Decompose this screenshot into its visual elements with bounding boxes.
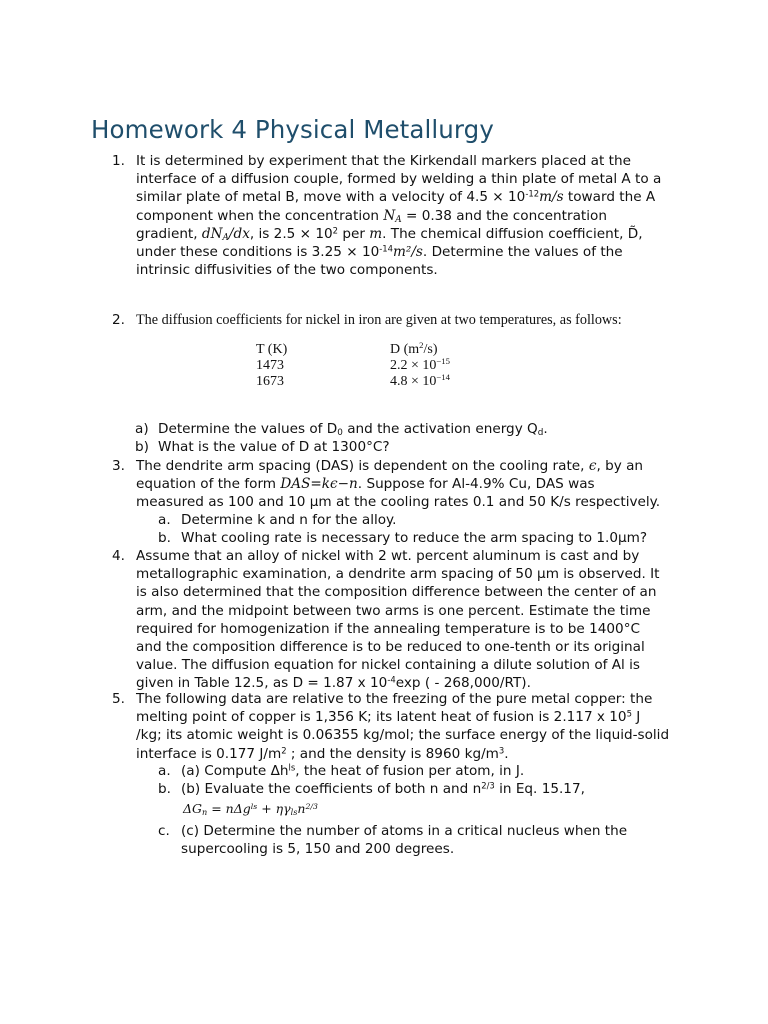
subpart-letter: a) (135, 421, 149, 437)
question-number: 5. (112, 691, 125, 707)
table-header-d: D $(m^2/s)$ (390, 340, 438, 357)
question-number: 2. (112, 312, 125, 328)
subpart-text: (b) Evaluate the coefficients of both n and $n^{2/3}$ in Eq. 15.17, (181, 780, 585, 797)
table-cell: $4.8 \times 10^{-14}$ (390, 372, 450, 389)
subpart-letter: c. (158, 823, 170, 839)
question-number: 3. (112, 458, 125, 474)
table-cell: 1673 (256, 374, 284, 389)
subpart-text: (a) Compute $\Delta h^{ls}$, the heat of fusion per atom, in J. (181, 762, 525, 779)
subpart-letter: b. (158, 781, 171, 797)
question-number: 4. (112, 548, 125, 564)
equation-15-17: $\Delta G_n = n\Delta g^{ls} + \eta\gamma_{ls}n^{2/3}$ (183, 801, 318, 818)
subpart-text: What cooling rate is necessary to reduce the arm spacing to 1.0µm? (181, 530, 648, 546)
table-cell: 1473 (256, 358, 284, 373)
question-text: The diffusion coefficients for nickel in iron are given at two temperatures, as follows: (136, 312, 622, 328)
subpart-letter: b. (158, 530, 171, 546)
question-number: 1. (112, 153, 125, 169)
subpart-text: What is the value of D at 1300°C? (158, 439, 390, 455)
table-header-t: T (K) (256, 342, 288, 357)
question-text: The dendrite arm spacing (DAS) is dependent on the cooling rate, ϵ, by an equation of the form DAS=kϵ−n. Suppose for Al-4.9% Cu, DAS was measured as 100 and 10 µm at the cooling rates 0.1 and 50 K/s respectively. (136, 458, 661, 511)
subpart-letter: a. (158, 763, 171, 779)
subpart-text: (c) Determine the number of atoms in a critical nucleus when the supercooling is 5, 150 and 200 degrees. (181, 823, 628, 858)
subpart-text: Determine k and n for the alloy. (181, 512, 397, 528)
question-text: The following data are relative to the freezing of the pure metal copper: the melting point of copper is 1,356 K; its latent heat of fusion is 2.117 x $10^5$ J /kg; its atomic weight is 0.06355 kg/mol; the surface energy of the liquid-solid interface is 0.177 $J/m^2$ ; and the density is 8960 $kg/m^3$. (136, 691, 670, 762)
subpart-text: Determine the values of $D_0$ and the activation energy $Q_d$. (158, 421, 548, 439)
question-text: It is determined by experiment that the Kirkendall markers placed at the interface of a diffusion couple, formed by welding a thin plate of metal A to a similar plate of metal B, move with a velocity of $4.5 \times 10^{-12}m/s$ toward the A component when the concentration $N_A = 0.38$ and the concentration gradient, $dN_A/dx$, is $2.5 \times 10^2$ per m. The chemical diffusion coefficient, D̃, under these conditions is $3.25 \times 10^{-14}m^2/s$. Determine the values of the intrinsic diffusivities of the two components. (136, 153, 662, 279)
table-cell: $2.2 \times 10^{-15}$ (390, 356, 450, 373)
subpart-letter: b) (135, 439, 149, 455)
subpart-letter: a. (158, 512, 171, 528)
question-text: Assume that an alloy of nickel with 2 wt. percent aluminum is cast and by metallographic examination, a dendrite arm spacing of 50 µm is observed. It is also determined that the composition difference between the center of an arm, and the midpoint between two arms is one percent. Estimate the time required for homogenization if the annealing temperature is to be 1400°C and the composition difference is to be reduced to one-tenth or its original value. The diffusion equation for nickel containing a dilute solution of Al is given in Table 12.5, as D = 1.87 x $10^{-4}\exp$ ( - 268,000/RT). (136, 548, 660, 692)
page-title: Homework 4 Physical Metallurgy (91, 115, 494, 144)
